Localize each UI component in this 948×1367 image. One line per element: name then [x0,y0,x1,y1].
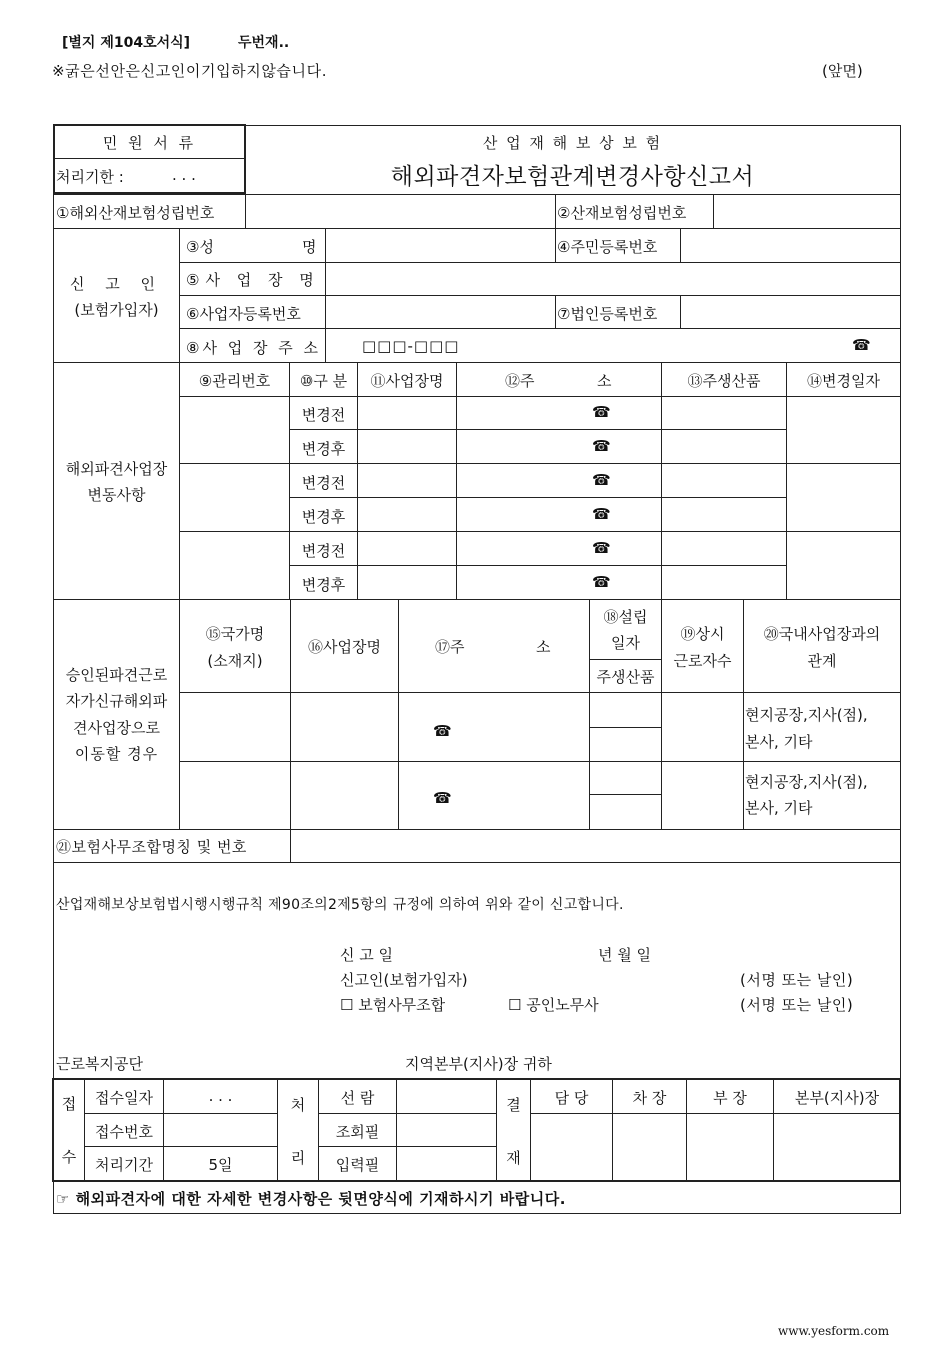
col-country: ⑮국가명 [205,625,265,643]
reporter-sign-label: 신고인(보험가입자) [340,971,468,989]
approval-label-2: 재 [506,1149,521,1167]
report-date-label: 신 고 일 [340,946,394,964]
form-title: 해외파견자보험관계변경사항신고서 [390,164,755,190]
civil-doc-label: 민 원 서 류 [102,134,197,152]
col-address-end: 소 [597,372,612,390]
col-country-sub: (소재지) [207,652,263,670]
name-input[interactable] [326,229,554,262]
col-biz-name: ⑪사업장명 [370,372,444,390]
biz-reg-input[interactable] [326,296,554,328]
footer-url: www.yesform.com [778,1324,890,1338]
field-biz-reg: ⑥사업자등록번호 [186,305,301,323]
col-established-1: ⑱설립 [603,608,648,626]
receipt-date-dots: . . . [208,1087,233,1105]
role-staff: 담 당 [554,1089,589,1107]
phone-icon: ☎ [592,471,611,489]
col-category: ⑩구 분 [299,372,348,390]
col-new-biz-name: ⑯사업장명 [308,638,381,656]
deadline-label: 처리기한 : [56,168,124,186]
phone-icon: ☎ [592,403,611,421]
option-labor-union[interactable]: ☐ 보험사무조합 [340,996,446,1014]
form-number: [별지 제104호서식] [62,35,191,51]
row-after-3: 변경후 [301,576,346,594]
overseas-insurance-no-input[interactable] [246,195,554,228]
labor-union-input[interactable] [291,830,899,862]
query-done-label: 조회필 [335,1123,380,1141]
approved-section-line-4: 이동할 경우 [74,745,159,763]
field-insurance-no: ②산재보험성립번호 [557,204,687,222]
col-address: ⑫주 [505,372,535,390]
col-new-main-product: 주생산품 [596,668,655,686]
phone-icon: ☎ [433,722,452,740]
col-new-address-end: 소 [536,638,551,656]
role-deputy: 차 장 [632,1089,667,1107]
reporter-section-sub: (보험가입자) [74,301,159,319]
receipt-label-1: 접 [61,1095,77,1113]
col-relation-1: ⑳국내사업장과의 [763,625,881,643]
relation-options-2a: 현지공장,지사(점), [745,773,868,791]
relation-options-1b: 본사, 기타 [745,733,813,751]
deadline-dots: . . . [172,166,196,184]
approval-label-1: 결 [506,1096,521,1114]
field-rrn: ④주민등록번호 [557,238,658,256]
row-after-2: 변경후 [301,508,346,526]
processing-period-value: 5일 [208,1156,233,1174]
bottom-note: ☞ 해외파견자에 대한 자세한 변경사항은 뒷면양식에 기재하시기 바랍니다. [56,1190,566,1208]
col-new-address: ⑰주 [435,638,465,656]
agency-name: 근로복지공단 [56,1055,143,1073]
col-workers-2: 근로자수 [673,652,732,670]
field-labor-union: ㉑보험사무조합명칭 및 번호 [56,838,247,856]
row-before-3: 변경전 [301,542,346,560]
declaration-statement: 산업재해보상보험법시행시행규칙 제90조의2제5항의 규정에 의하여 위와 같이 신고합니다. [56,897,624,913]
col-mgmt-no: ⑨관리번호 [198,372,271,390]
field-address: ⑧사 업 장 주 소 [186,339,321,357]
input-done-label: 입력필 [335,1156,380,1174]
receipt-date-label: 접수일자 [95,1089,153,1107]
field-overseas-insurance-no: ①해외산재보험성립번호 [56,204,215,222]
changes-section-label-2: 변동사항 [87,486,146,504]
phone-icon: ☎ [592,539,611,557]
rrn-input[interactable] [681,229,899,262]
approved-section-line-2: 자가신규해외파 [65,692,168,710]
relation-options-2b: 본사, 기타 [745,799,813,817]
branch-recipient: 지역본부(지사)장 귀하 [405,1055,552,1073]
changes-section-label-1: 해외파견사업장 [65,460,168,478]
insurance-no-input[interactable] [714,195,899,228]
col-change-date: ⑭변경일자 [807,372,880,390]
field-biz-name: ⑤사 업 장 명 [186,271,320,289]
review-label: 선 람 [340,1089,375,1107]
reporter-section-label: 신 고 인 [69,275,163,293]
row-before-2: 변경전 [301,474,346,492]
role-manager: 부 장 [713,1089,747,1107]
side-label: (앞면) [822,62,863,80]
phone-icon: ☎ [433,789,452,807]
field-corp-reg: ⑦법인등록번호 [557,305,658,323]
relation-options-1a: 현지공장,지사(점), [745,706,868,724]
notice-text: ※굵은선안은신고인이기입하지않습니다. [52,62,328,80]
field-name: ③성 [186,238,214,256]
role-branch-head: 본부(지사)장 [794,1089,880,1107]
field-name-end: 명 [302,238,317,256]
phone-icon: ☎ [592,505,611,523]
processing-label-2: 리 [290,1149,306,1167]
option-labor-attorney[interactable]: ☐ 공인노무사 [508,996,599,1014]
report-date-ymd: 년 월 일 [598,946,652,964]
col-workers-1: ⑲상시 [680,625,725,643]
row-before-1: 변경전 [301,406,346,424]
col-main-product: ⑬주생산품 [687,372,761,390]
approved-section-line-3: 견사업장으로 [73,719,160,737]
page-label: 두번재.. [238,35,290,51]
form-subtitle: 산 업 재 해 보 상 보 험 [482,134,663,152]
receipt-label-2: 수 [61,1148,77,1166]
phone-icon: ☎ [852,336,871,354]
sign-note-2: (서명 또는 날인) [740,996,854,1014]
processing-label-1: 처 [290,1096,306,1114]
sign-note-1: (서명 또는 날인) [740,971,854,989]
processing-period-label: 처리기간 [95,1156,153,1174]
col-relation-2: 관계 [807,652,837,670]
postal-code-boxes: □□□-□□□ [362,337,460,355]
approved-section-line-1: 승인된파견근로 [65,666,168,684]
corp-reg-input[interactable] [681,296,899,328]
biz-name-input[interactable] [326,263,899,295]
row-after-1: 변경후 [301,440,346,458]
phone-icon: ☎ [592,573,611,591]
col-established-2: 일자 [611,634,640,652]
receipt-no-label: 접수번호 [95,1123,153,1141]
phone-icon: ☎ [592,437,611,455]
